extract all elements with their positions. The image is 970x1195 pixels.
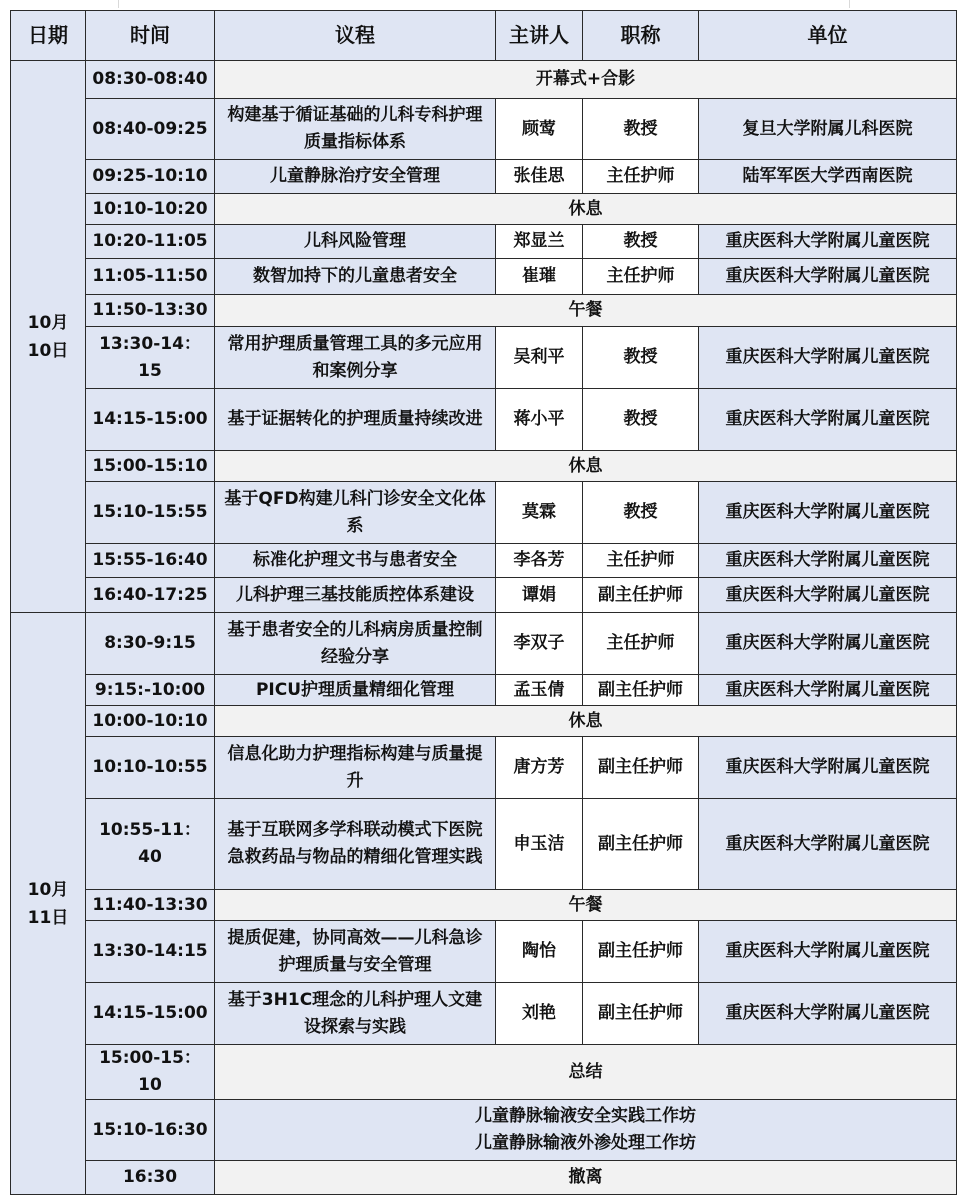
header-time: 时间 [86, 11, 215, 61]
unit-cell: 重庆医科大学附属儿童医院 [699, 675, 957, 706]
schedule-row [11, 1161, 957, 1195]
schedule-row [11, 890, 957, 921]
time-cell: 10:10-10:20 [86, 194, 215, 225]
date-cell [11, 61, 86, 613]
unit-cell: 复旦大学附属儿科医院 [699, 99, 957, 160]
schedule-row [11, 225, 957, 259]
title-cell: 主任护师 [583, 613, 699, 675]
unit-cell: 重庆医科大学附属儿童医院 [699, 544, 957, 578]
schedule-row [11, 675, 957, 706]
schedule-row [11, 983, 957, 1045]
time-cell: 08:30-08:40 [86, 61, 215, 99]
schedule-row [11, 1100, 957, 1161]
topic-cell: 基于QFD构建儿科门诊安全文化体系 [215, 482, 496, 544]
topic-cell: 基于互联网多学科联动模式下医院急救药品与物品的精细化管理实践 [215, 799, 496, 890]
time-cell: 9:15:-10:00 [86, 675, 215, 706]
time-cell: 13:30-14：15 [86, 327, 215, 389]
time-cell: 08:40-09:25 [86, 99, 215, 160]
speaker-cell: 顾莺 [496, 99, 583, 160]
speaker-cell: 李双子 [496, 613, 583, 675]
speaker-cell: 谭娟 [496, 578, 583, 613]
unit-cell: 重庆医科大学附属儿童医院 [699, 799, 957, 890]
header-unit: 单位 [699, 11, 957, 61]
unit-cell: 重庆医科大学附属儿童医院 [699, 225, 957, 259]
time-cell: 09:25-10:10 [86, 160, 215, 194]
unit-cell: 重庆医科大学附属儿童医院 [699, 482, 957, 544]
speaker-cell: 申玉洁 [496, 799, 583, 890]
merged-session-cell: 撤离 [215, 1161, 957, 1195]
schedule-row [11, 578, 957, 613]
title-cell: 教授 [583, 389, 699, 451]
unit-cell: 重庆医科大学附属儿童医院 [699, 259, 957, 295]
header-row [11, 11, 957, 61]
time-cell: 13:30-14:15 [86, 921, 215, 983]
workshop-cell [215, 1100, 957, 1161]
merged-session-cell: 休息 [215, 706, 957, 737]
schedule-row [11, 61, 957, 99]
topic-cell: 基于证据转化的护理质量持续改进 [215, 389, 496, 451]
merged-session-cell: 总结 [215, 1045, 957, 1100]
date-month: 10月 [27, 879, 69, 900]
title-cell: 副主任护师 [583, 578, 699, 613]
schedule-row [11, 921, 957, 983]
header-date: 日期 [11, 11, 86, 61]
time-cell: 15:10-16:30 [86, 1100, 215, 1161]
time-cell: 15:00-15：10 [86, 1045, 215, 1100]
title-cell: 主任护师 [583, 544, 699, 578]
time-cell: 15:10-15:55 [86, 482, 215, 544]
title-cell: 教授 [583, 99, 699, 160]
header-agenda: 议程 [215, 11, 496, 61]
schedule-row [11, 327, 957, 389]
time-cell: 11:50-13:30 [86, 295, 215, 327]
merged-session-cell: 休息 [215, 451, 957, 482]
topic-cell: 数智加持下的儿童患者安全 [215, 259, 496, 295]
time-cell: 8:30-9:15 [86, 613, 215, 675]
time-cell: 14:15-15:00 [86, 389, 215, 451]
time-cell: 14:15-15:00 [86, 983, 215, 1045]
header-speaker: 主讲人 [496, 11, 583, 61]
speaker-cell: 唐方芳 [496, 737, 583, 799]
unit-cell: 重庆医科大学附属儿童医院 [699, 983, 957, 1045]
topic-cell: 儿童静脉治疗安全管理 [215, 160, 496, 194]
workshop-line: 儿童静脉输液外渗处理工作坊 [475, 1133, 696, 1153]
topic-cell: 信息化助力护理指标构建与质量提升 [215, 737, 496, 799]
schedule-row [11, 1045, 957, 1100]
page-edge-lines [118, 0, 850, 8]
title-cell: 副主任护师 [583, 675, 699, 706]
speaker-cell: 孟玉倩 [496, 675, 583, 706]
conference-schedule-table [10, 10, 957, 1195]
time-cell: 10:55-11：40 [86, 799, 215, 890]
time-cell: 10:00-10:10 [86, 706, 215, 737]
merged-session-cell: 午餐 [215, 890, 957, 921]
unit-cell: 重庆医科大学附属儿童医院 [699, 389, 957, 451]
schedule-row [11, 706, 957, 737]
title-cell: 副主任护师 [583, 799, 699, 890]
unit-cell: 重庆医科大学附属儿童医院 [699, 578, 957, 613]
time-cell: 11:05-11:50 [86, 259, 215, 295]
speaker-cell: 蒋小平 [496, 389, 583, 451]
unit-cell: 重庆医科大学附属儿童医院 [699, 327, 957, 389]
date-day: 11日 [27, 907, 69, 928]
unit-cell: 陆军军医大学西南医院 [699, 160, 957, 194]
topic-cell: 提质促建，协同高效——儿科急诊护理质量与安全管理 [215, 921, 496, 983]
title-cell: 主任护师 [583, 259, 699, 295]
speaker-cell: 莫霖 [496, 482, 583, 544]
title-cell: 副主任护师 [583, 921, 699, 983]
schedule-row [11, 799, 957, 890]
header-title: 职称 [583, 11, 699, 61]
date-month: 10月 [27, 312, 69, 333]
topic-cell: 儿科护理三基技能质控体系建设 [215, 578, 496, 613]
speaker-cell: 刘艳 [496, 983, 583, 1045]
speaker-cell: 郑显兰 [496, 225, 583, 259]
time-cell: 10:20-11:05 [86, 225, 215, 259]
workshop-line: 儿童静脉输液安全实践工作坊 [475, 1106, 696, 1126]
unit-cell: 重庆医科大学附属儿童医院 [699, 613, 957, 675]
merged-session-cell: 开幕式+合影 [215, 61, 957, 99]
time-cell: 15:55-16:40 [86, 544, 215, 578]
topic-cell: 儿科风险管理 [215, 225, 496, 259]
schedule-row [11, 194, 957, 225]
schedule-row [11, 544, 957, 578]
title-cell: 教授 [583, 225, 699, 259]
schedule-row [11, 160, 957, 194]
topic-cell: 常用护理质量管理工具的多元应用和案例分享 [215, 327, 496, 389]
title-cell: 副主任护师 [583, 737, 699, 799]
speaker-cell: 陶怡 [496, 921, 583, 983]
speaker-cell: 崔璀 [496, 259, 583, 295]
topic-cell: 构建基于循证基础的儿科专科护理质量指标体系 [215, 99, 496, 160]
unit-cell: 重庆医科大学附属儿童医院 [699, 921, 957, 983]
schedule-row [11, 99, 957, 160]
topic-cell: 基于3H1C理念的儿科护理人文建设探索与实践 [215, 983, 496, 1045]
schedule-row [11, 295, 957, 327]
schedule-row [11, 451, 957, 482]
date-day: 10日 [27, 340, 69, 361]
time-cell: 16:30 [86, 1161, 215, 1195]
speaker-cell: 张佳思 [496, 160, 583, 194]
date-cell [11, 613, 86, 1195]
time-cell: 16:40-17:25 [86, 578, 215, 613]
topic-cell: PICU护理质量精细化管理 [215, 675, 496, 706]
schedule-row [11, 613, 957, 675]
title-cell: 副主任护师 [583, 983, 699, 1045]
schedule-row [11, 737, 957, 799]
unit-cell: 重庆医科大学附属儿童医院 [699, 737, 957, 799]
schedule-row [11, 259, 957, 295]
schedule-body [11, 61, 957, 1195]
merged-session-cell: 午餐 [215, 295, 957, 327]
topic-cell: 基于患者安全的儿科病房质量控制经验分享 [215, 613, 496, 675]
topic-cell: 标准化护理文书与患者安全 [215, 544, 496, 578]
title-cell: 教授 [583, 327, 699, 389]
time-cell: 15:00-15:10 [86, 451, 215, 482]
speaker-cell: 李各芳 [496, 544, 583, 578]
time-cell: 11:40-13:30 [86, 890, 215, 921]
schedule-row [11, 389, 957, 451]
schedule-row [11, 482, 957, 544]
time-cell: 10:10-10:55 [86, 737, 215, 799]
merged-session-cell: 休息 [215, 194, 957, 225]
speaker-cell: 吴利平 [496, 327, 583, 389]
title-cell: 教授 [583, 482, 699, 544]
title-cell: 主任护师 [583, 160, 699, 194]
